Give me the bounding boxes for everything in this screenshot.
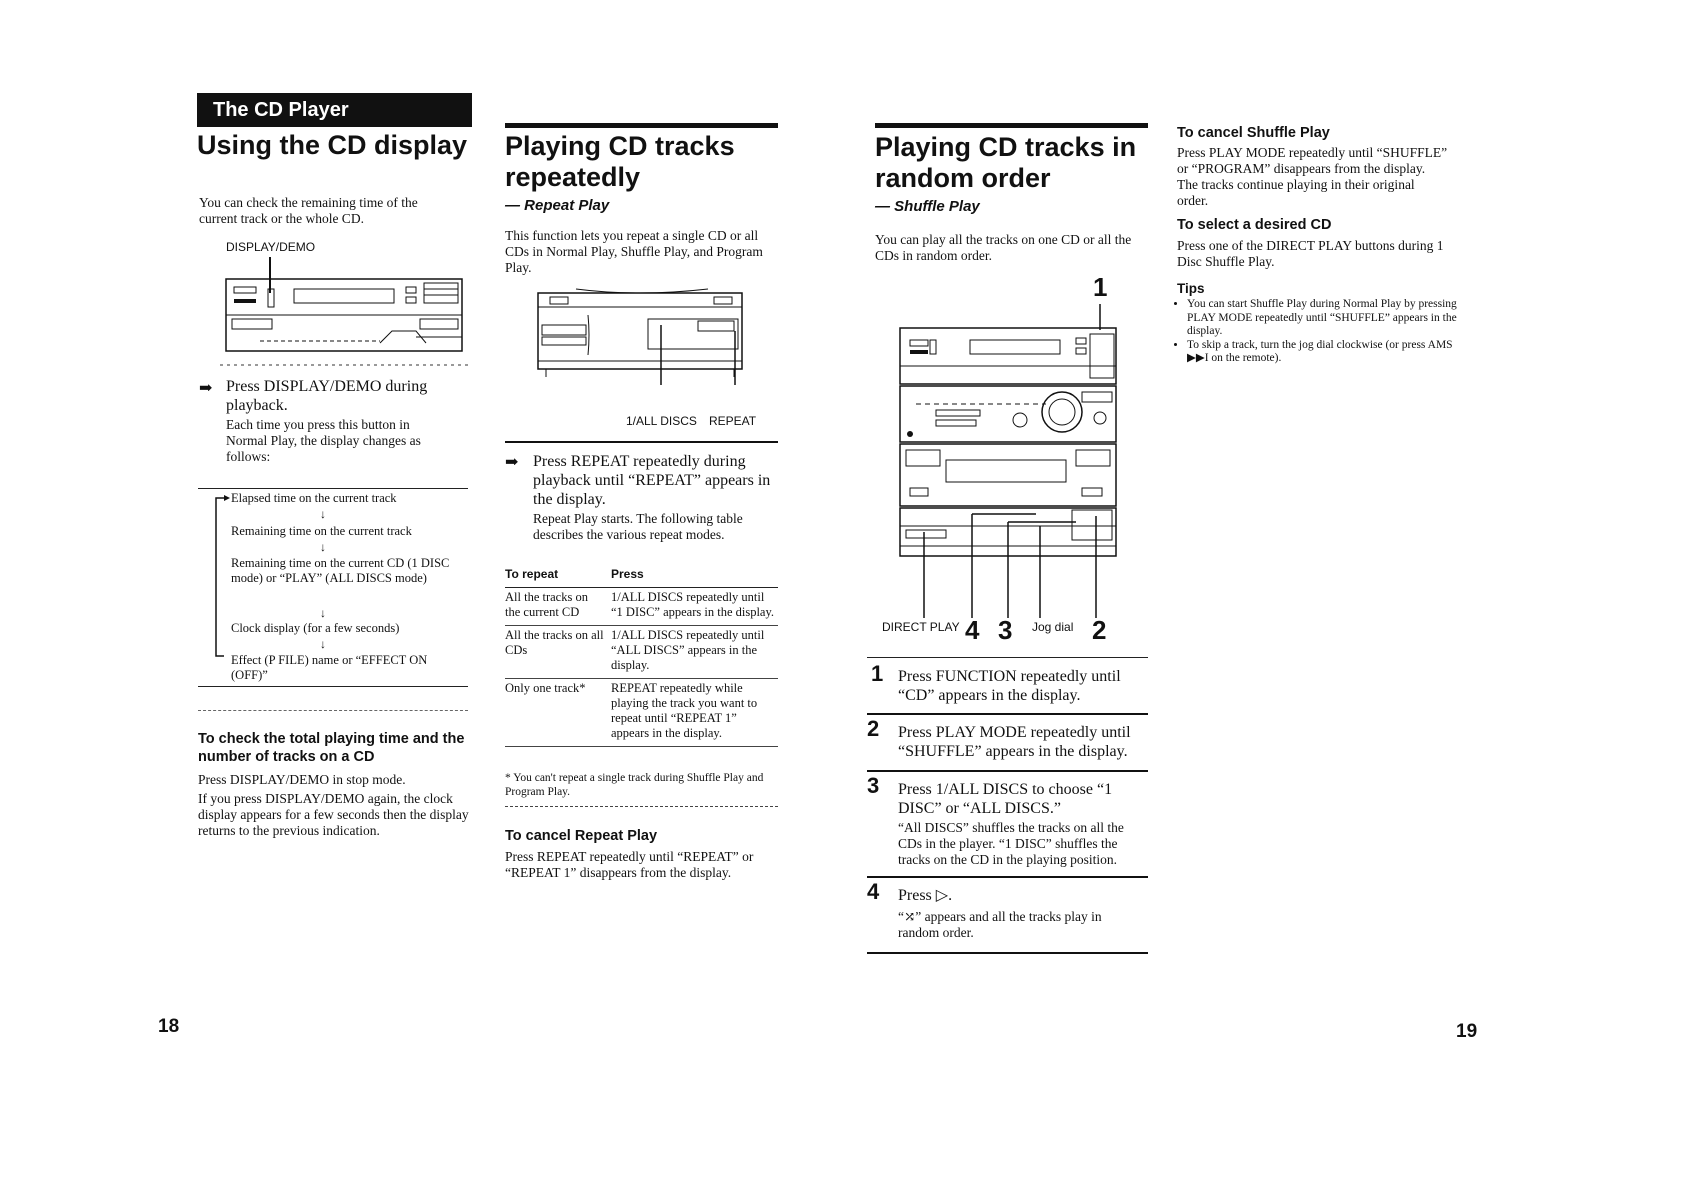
- select-cd-text: Press one of the DIRECT PLAY buttons during 1 Disc Shuffle Play.: [1177, 238, 1444, 269]
- sequence-item: Remaining time on the current track: [231, 524, 412, 538]
- heading-rule: [505, 123, 778, 128]
- step-text: Press PLAY MODE repeatedly until “SHUFFLE” appears in the display.: [898, 724, 1131, 760]
- divider: [867, 713, 1148, 715]
- page-title-repeat: Playing CD tracks repeatedly: [505, 131, 735, 192]
- table-row: [505, 588, 778, 626]
- divider: [867, 876, 1148, 878]
- intro-repeat: This function lets you repeat a single CD or all CDs in Normal Play, Shuffle Play, and Program Play.: [505, 228, 763, 275]
- table-row: [505, 679, 778, 747]
- page-number-left: 18: [158, 1016, 180, 1037]
- check-text-2: If you press DISPLAY/DEMO again, the clock display appears for a few seconds then the display returns to the previous indication.: [198, 791, 469, 838]
- step-note: “All DISCS” shuffles the tracks on all the CDs in the player. “1 DISC” shuffles the tracks on the CD in the playing position.: [898, 820, 1124, 867]
- select-cd-heading: To select a desired CD: [1177, 217, 1332, 233]
- step-repeat-note: Repeat Play starts. The following table describes the various repeat modes.: [533, 511, 743, 542]
- step-number: 1: [871, 661, 884, 686]
- cd-player-illustration-2: [528, 285, 758, 405]
- table-cell: Only one track*: [505, 679, 611, 747]
- step-display-note: Each time you press this button in Normal Play, the display changes as follows:: [226, 417, 421, 464]
- step-number: 2: [867, 716, 880, 741]
- callout-1: 1: [1093, 272, 1108, 302]
- repeat-label: REPEAT: [709, 414, 757, 428]
- step-arrow-icon: ➡: [505, 454, 519, 471]
- divider: [867, 657, 1148, 658]
- sequence-item: Elapsed time on the current track: [231, 491, 397, 505]
- intro-shuffle: You can play all the tracks on one CD or all the CDs in random order.: [875, 232, 1132, 263]
- arrow-down-icon: ↓: [320, 507, 326, 521]
- divider: [867, 952, 1148, 954]
- section-tag: The CD Player: [197, 93, 472, 127]
- sequence-item: Effect (P FILE) name or “EFFECT ON (OFF)”: [231, 653, 428, 682]
- step-text: Press 1/ALL DISCS to choose “1 DISC” or “ALL DISCS.”: [898, 781, 1113, 817]
- divider: [198, 488, 468, 489]
- sequence-loop-arrow-icon: [212, 492, 232, 662]
- cd-player-illustration-1: [220, 255, 472, 375]
- table-cell: All the tracks on all CDs: [505, 626, 611, 679]
- divider: [505, 806, 778, 807]
- step-note: “⤮” appears and all the tracks play in random order.: [898, 909, 1102, 940]
- check-heading: To check the total playing time and the number of tracks on a CD: [198, 731, 465, 765]
- table-cell: All the tracks on the current CD: [505, 588, 611, 626]
- table-cell: 1/ALL DISCS repeatedly until “ALL DISCS” appears in the display.: [611, 626, 778, 679]
- step-display-main: Press DISPLAY/DEMO during playback.: [226, 378, 428, 414]
- cd-system-illustration: [896, 300, 1126, 620]
- table-cell: 1/ALL DISCS repeatedly until “1 DISC” appears in the display.: [611, 588, 778, 626]
- page-title-display: Using the CD display: [197, 130, 468, 160]
- table-row: [505, 626, 778, 679]
- check-text-1: Press DISPLAY/DEMO in stop mode.: [198, 772, 406, 787]
- display-demo-label: DISPLAY/DEMO: [226, 240, 316, 254]
- arrow-down-icon: ↓: [320, 637, 326, 651]
- cancel-shuffle-text: Press PLAY MODE repeatedly until “SHUFFLE” or “PROGRAM” disappears from the display. The tracks continue playing in their original order.: [1177, 145, 1448, 208]
- heading-rule: [875, 123, 1148, 128]
- footnote: * You can't repeat a single track during Shuffle Play and Program Play.: [505, 772, 764, 798]
- list-item: • To skip a track, turn the jog dial clockwise (or press AMS ▶▶I on the remote).: [1187, 339, 1459, 366]
- callout-4: 4: [965, 615, 980, 645]
- cancel-repeat-heading: To cancel Repeat Play: [505, 828, 658, 844]
- step-number: 4: [867, 879, 880, 904]
- subtitle-repeat: — Repeat Play: [505, 197, 610, 214]
- divider: [198, 710, 468, 711]
- subtitle-shuffle: — Shuffle Play: [875, 198, 980, 215]
- step-arrow-icon: ➡: [199, 380, 213, 397]
- cancel-shuffle-heading: To cancel Shuffle Play: [1177, 125, 1330, 141]
- divider: [867, 770, 1148, 772]
- list-item: • You can start Shuffle Play during Normal Play by pressing PLAY MODE repeatedly until “SHUFFLE” appears in the display.: [1187, 298, 1459, 339]
- step-repeat-main: Press REPEAT repeatedly during playback until “REPEAT” appears in the display.: [533, 453, 771, 508]
- tips-list: [1177, 298, 1459, 366]
- table-header-row: [505, 565, 778, 588]
- callout-2: 2: [1092, 615, 1107, 645]
- direct-play-label: DIRECT PLAY: [882, 620, 960, 634]
- sequence-item: Clock display (for a few seconds): [231, 621, 400, 635]
- tips-heading: Tips: [1177, 281, 1205, 296]
- arrow-down-icon: ↓: [320, 606, 326, 620]
- step-text: Press ▷.: [898, 887, 953, 904]
- step-number: 3: [867, 773, 880, 798]
- step-text: Press FUNCTION repeatedly until “CD” appears in the display.: [898, 668, 1121, 704]
- divider: [198, 686, 468, 687]
- page-number-right: 19: [1456, 1021, 1478, 1042]
- repeat-modes-table: [505, 565, 778, 747]
- table-header: Press: [611, 565, 778, 588]
- cancel-repeat-text: Press REPEAT repeatedly until “REPEAT” or “REPEAT 1” disappears from the display.: [505, 849, 754, 880]
- sequence-item: Remaining time on the current CD (1 DISC mode) or “PLAY” (ALL DISCS mode): [231, 556, 450, 585]
- arrow-down-icon: ↓: [320, 540, 326, 554]
- table-header: To repeat: [505, 565, 611, 588]
- table-cell: REPEAT repeatedly while playing the track you want to repeat until “REPEAT 1” appears in the display.: [611, 679, 778, 747]
- intro-display: You can check the remaining time of the current track or the whole CD.: [199, 195, 418, 226]
- divider: [505, 441, 778, 443]
- jog-dial-label: Jog dial: [1032, 620, 1074, 634]
- all-discs-label: 1/ALL DISCS: [626, 414, 697, 428]
- callout-3: 3: [998, 615, 1013, 645]
- page-title-shuffle: Playing CD tracks in random order: [875, 132, 1137, 193]
